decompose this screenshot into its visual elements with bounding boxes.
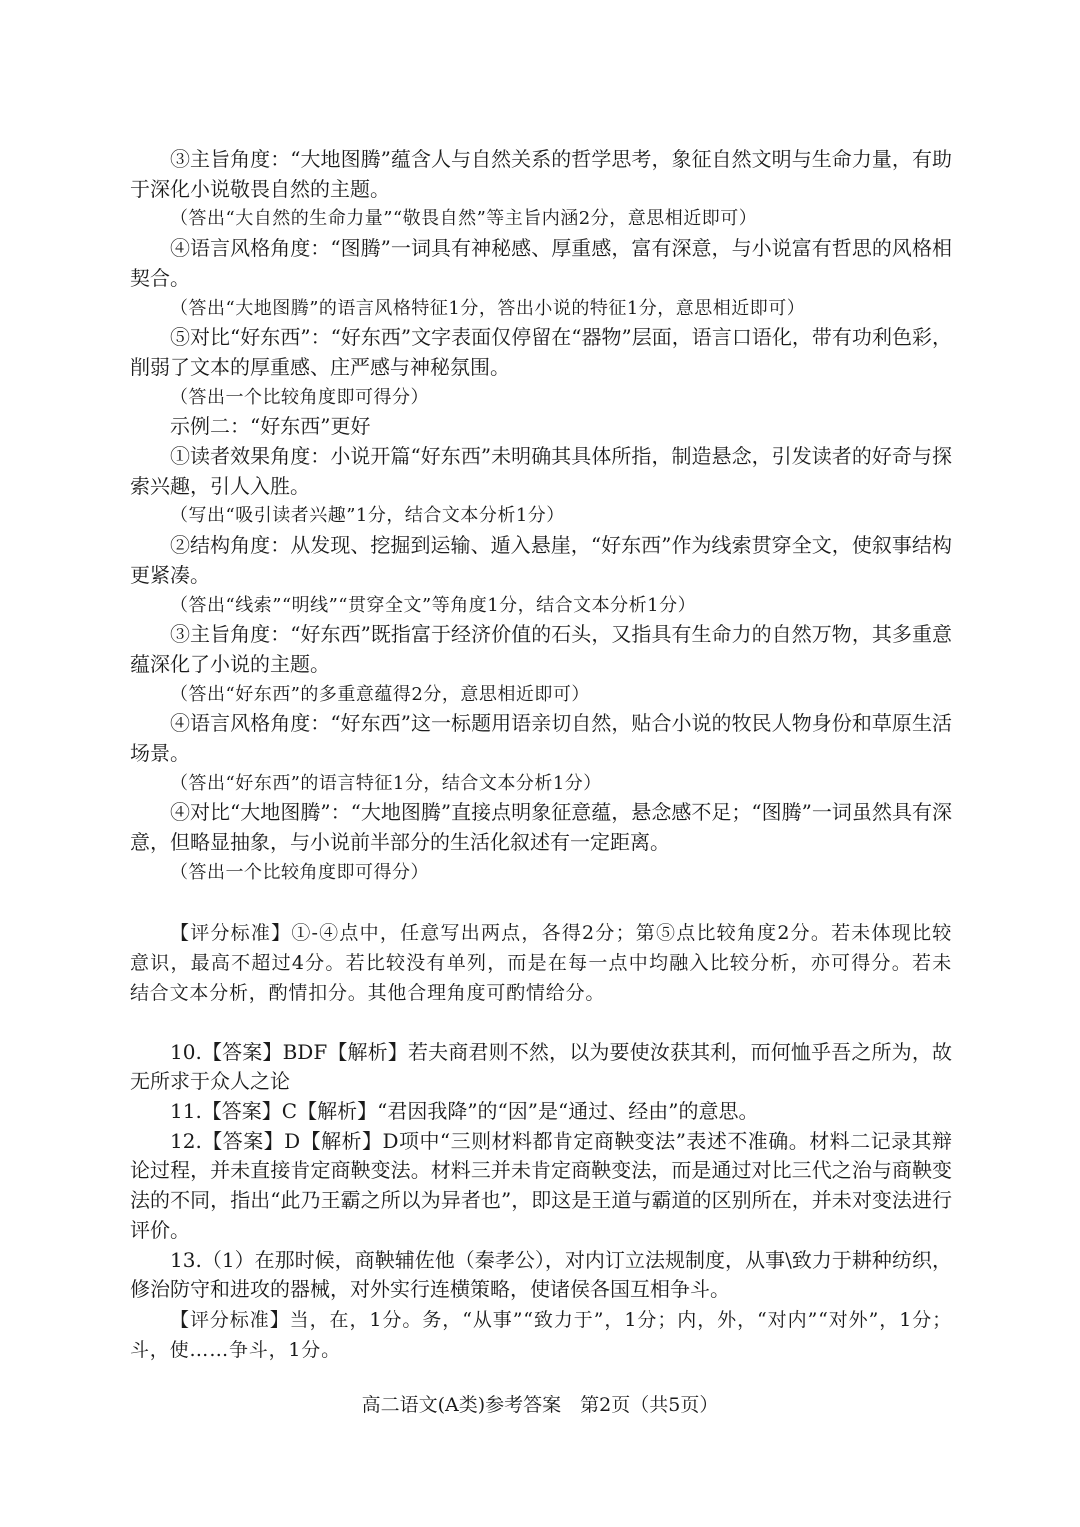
ex2-theme-point: ③主旨角度：“好东西”既指富于经济价值的石头，又指具有生命力的自然万物，其多重意蕴深化了小说的主题。: [130, 622, 952, 676]
ex1-contrast-note: （答出一个比较角度即可得分）: [170, 386, 429, 408]
answer-page: [130, 145, 952, 1365]
ex1-contrast-point: ⑤对比“好东西”：“好东西”文字表面仅停留在“器物”层面，语言口语化，带有功利色彩，削弱了文本的厚重感、庄严感与神秘氛围。: [130, 325, 952, 379]
ex1-language-point: ④语言风格角度：“图腾”一词具有神秘感、厚重感，富有深意，与小说富有哲思的风格相契合。: [130, 236, 952, 290]
ex2-reader-note: （写出“吸引读者兴趣”1分，结合文本分析1分）: [170, 505, 565, 527]
answer-q11: 11.【答案】C【解析】“君因我降”的“因”是“通过、经由”的意思。: [170, 1098, 759, 1123]
ex1-theme-note: （答出“大自然的生命力量”“敬畏自然”等主旨内涵2分，意思相近即可）: [170, 208, 758, 230]
answer-q12: 12.【答案】D【解析】D项中“三则材料都肯定商鞅变法”表述不准确。材料二记录其辩论过程，并未直接肯定商鞅变法。材料三并未肯定商鞅变法，而是通过对比三代之治与商鞅变法的不同，指出“此乃王霸之所以为异者也”，即这是王道与霸道的区别所在，并未对变法进行评价。: [130, 1128, 952, 1242]
ex2-structure-point: ②结构角度：从发现、挖掘到运输、遁入悬崖，“好东西”作为线索贯穿全文，使叙事结构更紧凑。: [130, 533, 952, 587]
q13-rubric: 【评分标准】当，在，1分。务，“从事”“致力于”，1分；内，外，“对内”“对外”，1分；斗，使……争斗，1分。: [130, 1308, 952, 1361]
ex2-heading: 示例二：“好东西”更好: [170, 414, 371, 439]
ex2-reader-point: ①读者效果角度：小说开篇“好东西”未明确其具体所指，制造悬念，引发读者的好奇与探索兴趣，引人入胜。: [130, 444, 952, 498]
ex2-language-point: ④语言风格角度：“好东西”这一标题用语亲切自然，贴合小说的牧民人物身份和草原生活场景。: [130, 711, 952, 766]
page-footer: 高二语文(A类)参考答案 第2页（共5页）: [361, 1394, 719, 1416]
ex1-theme-point: ③主旨角度：“大地图腾”蕴含人与自然关系的哲学思考，象征自然文明与生命力量，有助于深化小说敬畏自然的主题。: [130, 147, 952, 201]
ex1-language-note: （答出“大地图腾”的语言风格特征1分，答出小说的特征1分，意思相近即可）: [170, 297, 806, 319]
ex2-theme-note: （答出“好东西”的多重意蕴得2分，意思相近即可）: [170, 683, 590, 705]
answer-q10: 10.【答案】BDF【解析】若夫商君则不然，以为要使汝获其利，而何恤乎吾之所为，故无所求于众人之论: [130, 1039, 952, 1094]
ex2-structure-note: （答出“线索”“明线”“贯穿全文”等角度1分，结合文本分析1分）: [170, 594, 697, 616]
ex2-language-note: （答出“好东西”的语言特征1分，结合文本分析1分）: [170, 772, 602, 794]
ex2-contrast-point: ④对比“大地图腾”：“大地图腾”直接点明象征意蕴，悬念感不足；“图腾”一词虽然具有深意，但略显抽象，与小说前半部分的生活化叙述有一定距离。: [130, 800, 952, 855]
spacer: [130, 1008, 952, 1038]
ex2-contrast-note: （答出一个比较角度即可得分）: [170, 861, 429, 883]
spacer: [130, 888, 952, 918]
answer-q13: 13.（1）在那时候，商鞅辅佐他（秦孝公），对内订立法规制度，从事\致力于耕种纺织，修治防守和进攻的器械，对外实行连横策略，使诸侯各国互相争斗。: [130, 1247, 952, 1302]
q9-rubric: 【评分标准】①-④点中，任意写出两点，各得2分；第⑤点比较角度2分。若未体现比较意识，最高不超过4分。若比较没有单列，而是在每一点中均融入比较分析，亦可得分。若未结合文本分析，酌情扣分。其他合理角度可酌情给分。: [130, 921, 952, 1004]
